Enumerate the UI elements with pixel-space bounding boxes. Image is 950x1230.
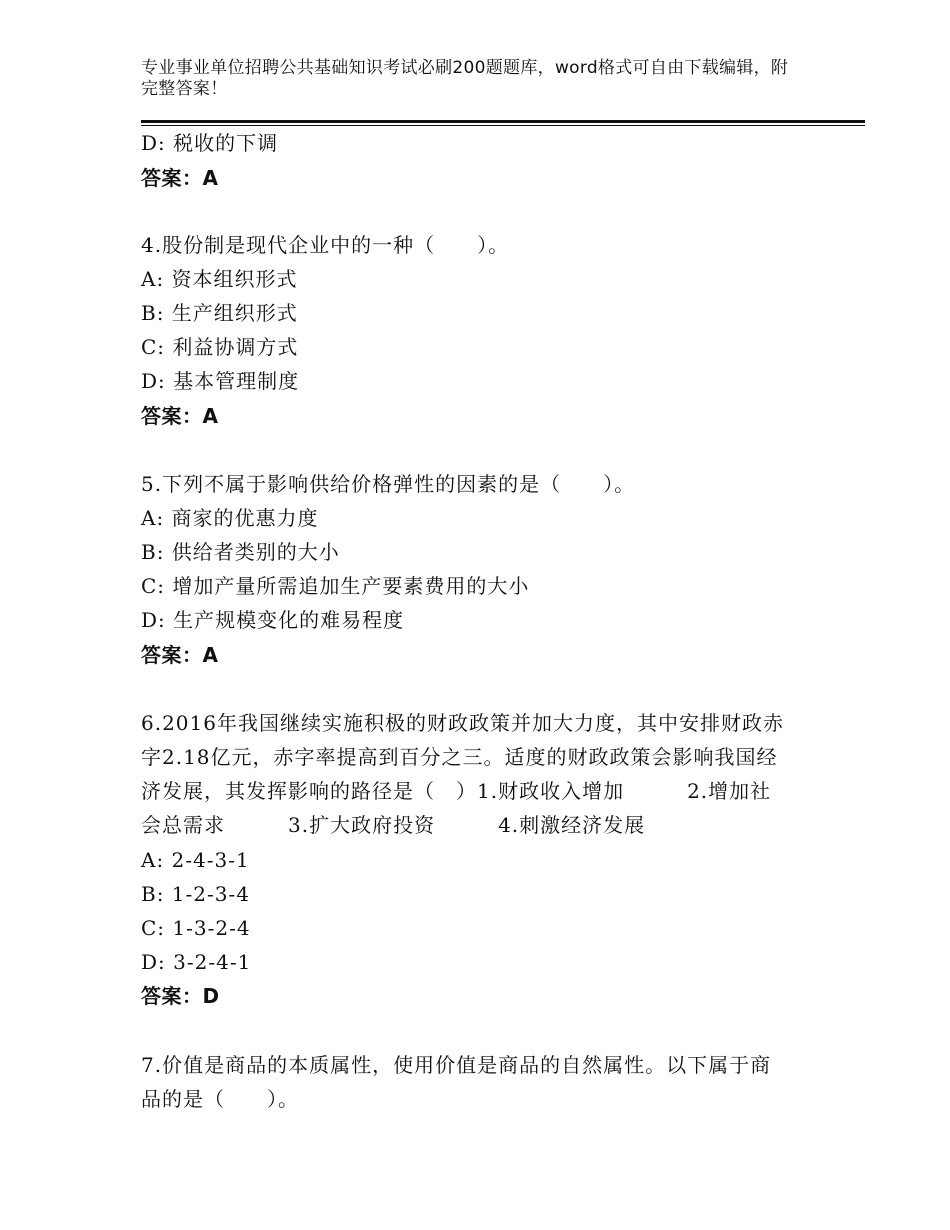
q6-question-line-3: 济发展，其发挥影响的路径是（ ）1.财政收入增加 2.增加社 [141,779,772,803]
q7-question-line-2: 品的是（ ）。 [141,1087,299,1111]
q6-option-b: B: 1-2-3-4 [141,882,250,906]
header-rule-thick [141,120,865,123]
header-rule-thin [141,125,865,126]
q3-option-d: D: 税收的下调 [141,131,279,155]
q4-option-d: D: 基本管理制度 [141,369,300,393]
q6-question-line-4: 会总需求 3.扩大政府投资 4.刺激经济发展 [141,813,646,837]
q5-option-d: D: 生产规模变化的难易程度 [141,608,405,632]
q6-question-line-1: 6.2016年我国继续实施积极的财政政策并加大力度，其中安排财政赤 [141,711,784,735]
q4-answer: 答案：A [141,404,219,428]
q5-option-c: C: 增加产量所需追加生产要素费用的大小 [141,574,530,598]
q4-option-a: A: 资本组织形式 [141,267,298,291]
q6-question-line-2: 字2.18亿元，赤字率提高到百分之三。适度的财政政策会影响我国经 [141,745,778,769]
q4-option-b: B: 生产组织形式 [141,301,298,325]
q7-question-line-1: 7.价值是商品的本质属性，使用价值是商品的自然属性。以下属于商 [141,1053,772,1077]
q5-option-b: B: 供给者类别的大小 [141,540,340,564]
q6-option-d: D: 3-2-4-1 [141,950,252,974]
q5-question: 5.下列不属于影响供给价格弹性的因素的是（ ）。 [141,472,636,496]
q6-option-a: A: 2-4-3-1 [141,848,250,872]
q5-option-a: A: 商家的优惠力度 [141,506,319,530]
q3-answer: 答案：A [141,166,219,190]
page-header: 专业事业单位招聘公共基础知识考试必刷200题题库，word格式可自由下载编辑，附完整答案！ [141,58,789,99]
q5-answer: 答案：A [141,643,219,667]
q6-option-c: C: 1-3-2-4 [141,916,251,940]
q6-answer: 答案：D [141,984,220,1008]
q4-question: 4.股份制是现代企业中的一种（ ）。 [141,233,510,257]
q4-option-c: C: 利益协调方式 [141,335,299,359]
